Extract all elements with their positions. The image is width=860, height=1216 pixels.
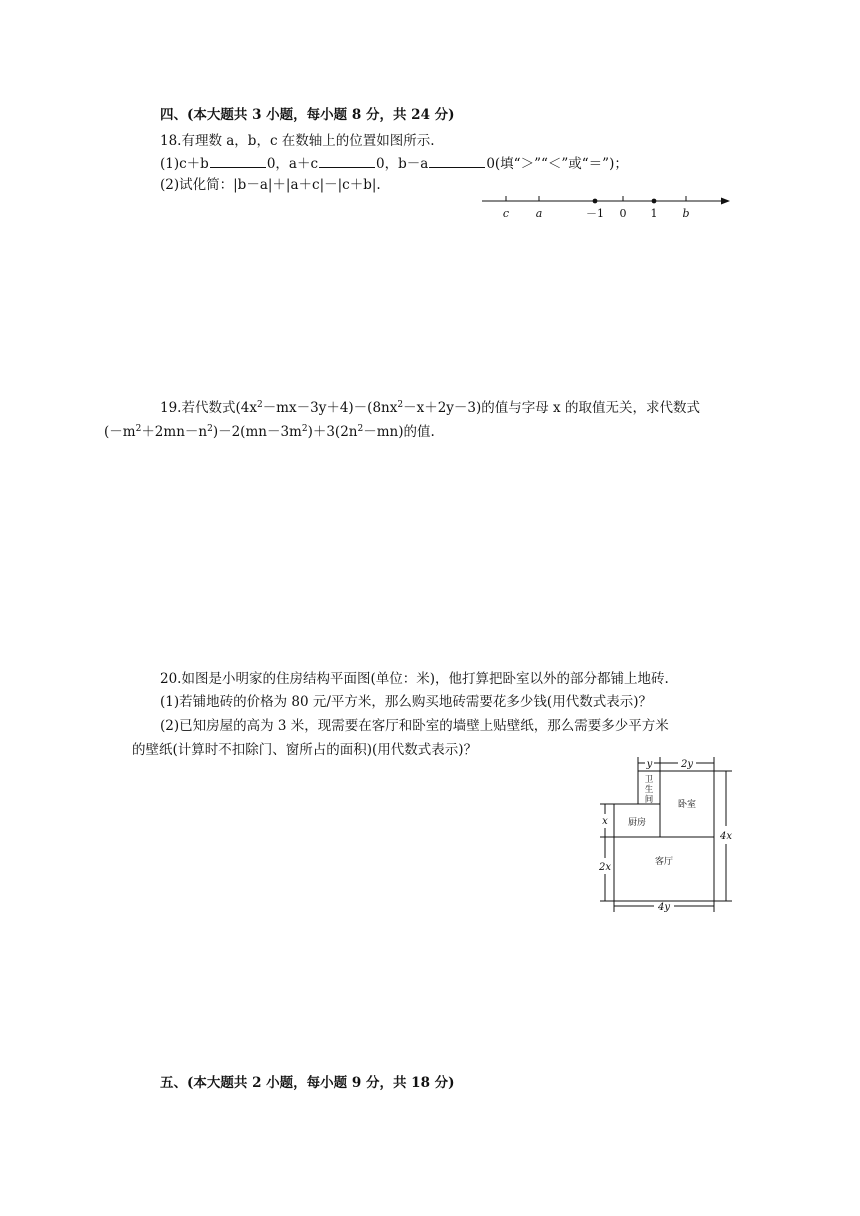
q18-stem: 18.有理数 a，b，c 在数轴上的位置如图所示. [160, 133, 435, 149]
dim-right-4x: 4x [719, 831, 733, 842]
label-b: b [682, 207, 690, 220]
q19-text [104, 396, 732, 444]
q18-blank-2[interactable] [319, 155, 375, 168]
q20-part1: (1)若铺地砖的价格为 80 元/平方米，那么购买地砖需要花多少钱(用代数式表示)？ [160, 694, 652, 710]
dim-bottom-4y: 4y [657, 902, 671, 913]
room-bathroom-label: 卫 [644, 775, 654, 785]
q18-part1-d: 0(填“＞”“＜”或“＝”)； [486, 156, 628, 172]
number-line-figure [478, 190, 738, 224]
room-bedroom-label: 卧室 [677, 800, 697, 810]
exponent: 2 [256, 400, 263, 410]
label-1: 1 [650, 207, 658, 220]
label-c: c [502, 207, 510, 220]
q19-part-2: －mx－3y＋4)－(8nx [262, 400, 398, 416]
point-1 [652, 199, 657, 204]
label-a: a [535, 207, 543, 220]
room-living-label: 客厅 [654, 857, 674, 867]
q19-part-3: －x＋2y－3)的值与字母 x 的取值无关，求代数式 [403, 400, 700, 416]
q19-part-6: )－2(mn－3m [212, 424, 302, 440]
dim-left-2x: 2x [598, 862, 612, 873]
q19-part-8: －mn)的值. [363, 424, 435, 440]
q18-part2: (2)试化简：|b－a|＋|a＋c|－|c＋b|. [160, 177, 381, 193]
label-neg1: －1 [586, 207, 604, 220]
section-4-heading: 四、(本大题共 3 小题，每小题 8 分，共 24 分) [160, 107, 455, 123]
plan-outline [614, 771, 714, 901]
exponent: 2 [135, 424, 142, 434]
point-neg1 [593, 199, 598, 204]
dim-left-x: x [602, 816, 608, 827]
q19-part-1: 19.若代数式(4x [160, 400, 257, 416]
q18-blank-3[interactable] [429, 155, 485, 168]
room-bathroom-label: 间 [644, 795, 654, 805]
q18-part1-c: 0，b－a [376, 156, 429, 172]
q20-part2-line2: 的壁纸(计算时不扣除门、窗所占的面积)(用代数式表示)？ [132, 742, 478, 758]
exponent: 2 [207, 424, 213, 434]
q20-stem: 20.如图是小明家的住房结构平面图(单位：米)，他打算把卧室以外的部分都铺上地砖. [160, 671, 669, 687]
exponent: 2 [357, 424, 364, 434]
q18-blank-1[interactable] [210, 155, 266, 168]
section-5-heading: 五、(本大题共 2 小题，每小题 9 分，共 18 分) [160, 1075, 455, 1091]
q18-part1-a: (1)c＋b [160, 156, 209, 172]
label-0: 0 [619, 207, 627, 220]
exponent: 2 [397, 400, 404, 410]
q18-part1 [160, 155, 628, 173]
dim-top-2y: 2y [680, 759, 694, 770]
room-bathroom-label: 生 [644, 785, 654, 795]
q18-part1-b: 0，a＋c [266, 156, 319, 172]
q19-part-4: (－m [104, 424, 136, 440]
q19-part-5: ＋2mn－n [141, 424, 208, 440]
floor-plan-figure [590, 754, 740, 916]
exponent: 2 [301, 424, 308, 434]
q19-part-7: )＋3(2n [307, 424, 358, 440]
q20-part2-line1: (2)已知房屋的高为 3 米，现需要在客厅和卧室的墙壁上贴壁纸，那么需要多少平方米 [160, 718, 669, 734]
number-line-arrow [721, 198, 730, 205]
dim-top-y: y [646, 759, 653, 770]
room-kitchen-label: 厨房 [627, 818, 647, 828]
